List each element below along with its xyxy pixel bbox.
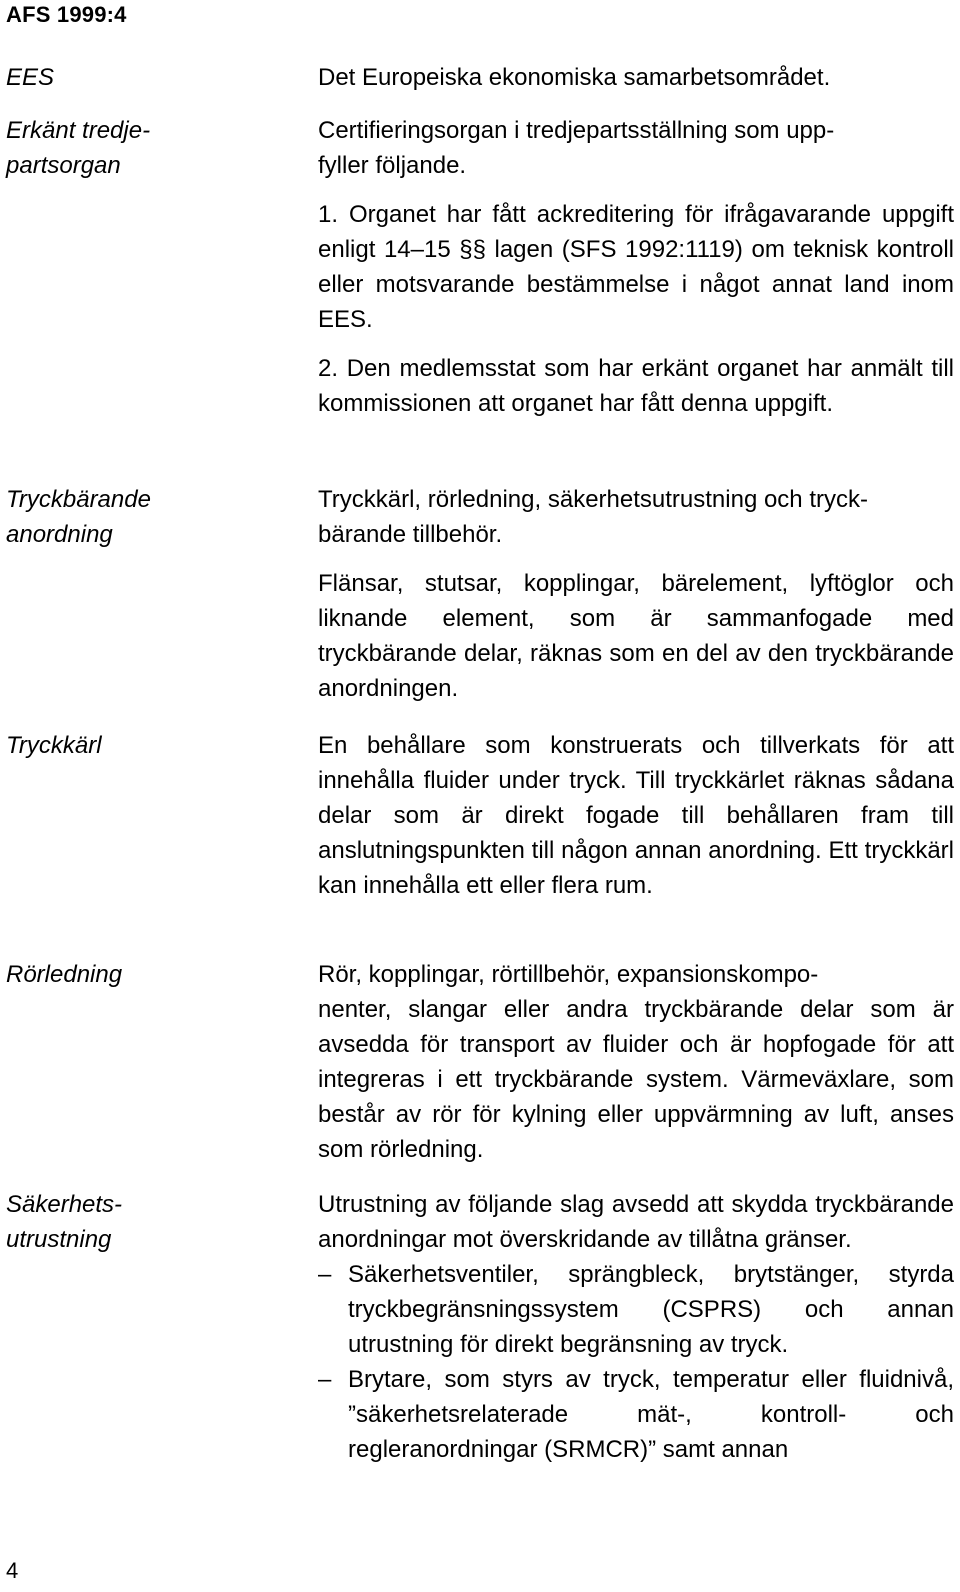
dash-bullet: – (318, 1261, 332, 1288)
definition-paragraph: Tryckkärl, rörledning, säkerhetsutrustning och tryck- bärande tillbehör. (318, 486, 868, 548)
definition-paragraph: En behållare som konstruerats och tillverkats för att innehålla fluider under tryck. Till tryckkärlet räknas sådana delar som är direkt fogade till behållaren fram till anslutningspunkten till någon annan anordning. Ett tryckkärl kan innehålla ett eller flera rum. (318, 732, 954, 899)
definition-text (318, 113, 954, 421)
dash-item-text: Brytare, som styrs av tryck, temperatur eller fluidnivå, ”säkerhetsrelaterade mät-, kontroll- och regleranordningar (SRMCR)” samt annan (348, 1366, 954, 1463)
definition-text (318, 60, 954, 95)
dash-list-item (318, 1362, 954, 1467)
page-number: 4 (6, 1558, 19, 1583)
definition-paragraph: Certifieringsorgan i tredjepartsställning som upp- fyller följande. (318, 117, 835, 179)
term-label: Säkerhets- utrustning (6, 1191, 123, 1253)
definition-paragraph: Rör, kopplingar, rörtillbehör, expansionskompo- nenter, slangar eller andra tryckbärande delar som är avsedda för transport av fluider och är hopfogade för att integreras i ett tryckbärande system. Värmeväxlare, som består av rör för kylning eller uppvärmning av luft, anses som rörledning. (318, 961, 954, 1163)
definition-paragraph: 1. Organet har fått ackreditering för ifrågavarande uppgift enligt 14–15 §§ lagen (SFS 1992:1119) om teknisk kontroll eller motsvarande bestämmelse i något annat land inom EES. (318, 201, 954, 333)
definition-paragraph: Flänsar, stutsar, kopplingar, bärelement, lyftöglor och liknande element, som är sammanfogade med tryckbärande delar, räknas som en del av den tryckbärande anordningen. (318, 570, 954, 702)
term-label: Rörledning (6, 961, 123, 988)
definition-paragraph: Utrustning av följande slag avsedd att skydda tryckbärande anordningar mot överskridande av tillåtna gränser. (318, 1191, 954, 1253)
definition-text (318, 728, 954, 903)
definition-text (318, 1187, 954, 1467)
definition-text (318, 482, 954, 706)
term-label: Erkänt tredje- partsorgan (6, 117, 151, 179)
definition-text (318, 957, 954, 1167)
document-header: AFS 1999:4 (6, 2, 127, 27)
dash-item-text: Säkerhetsventiler, sprängbleck, brytstänger, styrda tryckbegränsningssystem (CSPRS) och annan utrustning för direkt begränsning av tryck. (348, 1261, 954, 1358)
term-label: Tryckbärande anordning (6, 486, 151, 548)
dash-bullet: – (318, 1366, 332, 1393)
definition-paragraph: 2. Den medlemsstat som har erkänt organet har anmält till kommissionen att organet har fått denna uppgift. (318, 355, 954, 417)
dash-list-item (318, 1257, 954, 1362)
term-label: EES (6, 64, 55, 91)
definition-paragraph: Det Europeiska ekonomiska samarbetsområdet. (318, 64, 831, 91)
term-label: Tryckkärl (6, 732, 102, 759)
